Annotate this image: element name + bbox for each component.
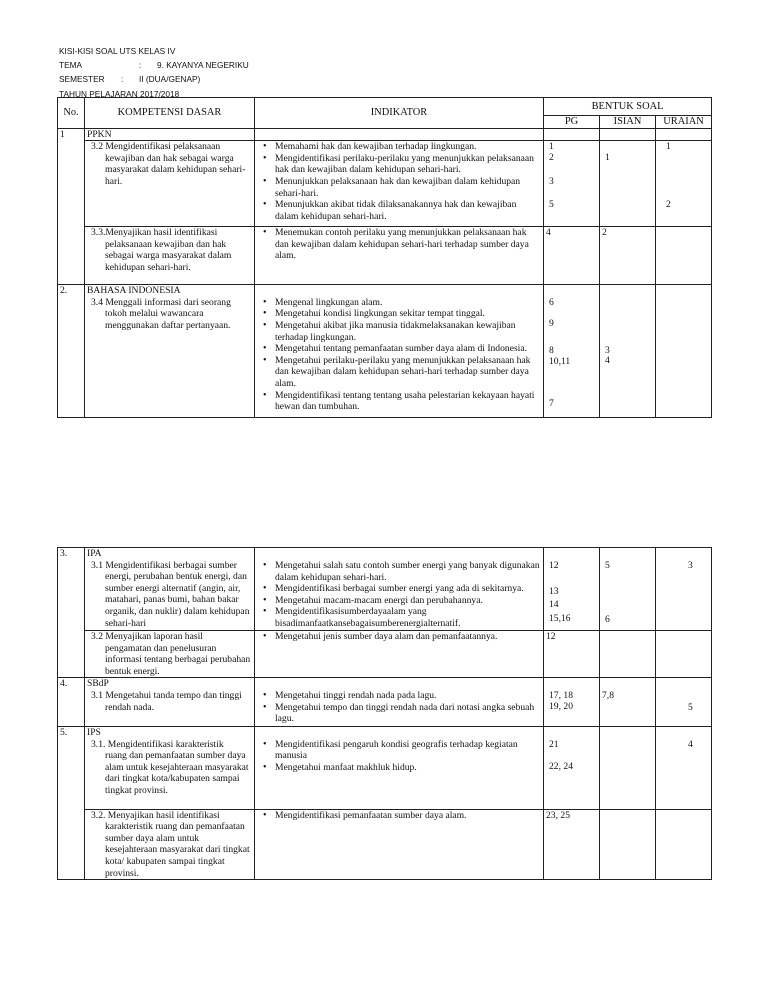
kd-text: [87, 141, 252, 187]
kd-cell: [85, 297, 255, 418]
table-row: [58, 739, 712, 810]
kd-text: [87, 739, 252, 797]
pg-value: 6: [549, 296, 554, 308]
isian-cell: [600, 739, 656, 810]
isian-value: 6: [605, 614, 610, 625]
indikator-list: [257, 560, 541, 630]
table-row: [58, 297, 712, 418]
table-row: [58, 727, 712, 739]
uraian-cell: [656, 739, 712, 810]
kd-line: 3.1. Mengidentifikasi karakteristik: [91, 738, 224, 750]
kd-text: [87, 690, 252, 713]
list-item: • Mengidentifikasi pemanfaatan sumber daya alam.: [275, 810, 541, 822]
uraian-cell: [656, 631, 712, 678]
pg-value: 13: [549, 586, 559, 597]
kd-cell: [85, 809, 255, 880]
list-item: • Mengetahui jenis sumber daya alam dan pemanfaatannya.: [275, 631, 541, 643]
indikator-cell: [255, 631, 544, 678]
pg-value: 10,11: [549, 355, 571, 367]
tema-label: TEMA: [59, 60, 83, 71]
doc-title: [59, 44, 249, 58]
list-item: • Mengidentifikasi perilaku-perilaku yang menunjukkan pelaksanaan hak dan kewajiban dalam kehidupan sehari-hari.: [275, 153, 541, 176]
list-item: • Mengidentifikasi berbagai sumber energi yang ada di sekitarnya.: [275, 583, 541, 595]
isian-cell: [600, 141, 656, 227]
pg-cell: 23, 25: [544, 809, 600, 880]
row-no: 2.: [58, 285, 85, 297]
kd-line: 3.2 Mengidentifikasi pelaksanaan: [91, 141, 221, 153]
pg-value: 5: [549, 199, 554, 211]
col-indikator: INDIKATOR: [255, 98, 544, 129]
isian-value: 3: [605, 344, 610, 356]
kisi-table-part1: [57, 97, 712, 418]
kd-line: 3.2. Menyajikan hasil identifikasi: [91, 809, 220, 821]
pg-value: 19, 20: [549, 701, 573, 713]
list-item: • Menemukan contoh perilaku yang menunjukkan pelaksanaan hak dan kewajiban dalam kehidupan sehari-hari terhadap sumber daya alam.: [275, 227, 541, 262]
list-item: • Mengetahui tentang pemanfaatan sumber daya alam di Indonesia.: [275, 343, 541, 355]
doc-title-text: KISI-KISI SOAL UTS KELAS IV: [59, 46, 176, 56]
uraian-value: 3: [688, 560, 693, 571]
kd-line: pelaksanaan kewajiban dan hak sebagai warga masyarakat dalam kehidupan sehari-hari.: [105, 238, 232, 273]
indikator-list: [257, 141, 541, 222]
kd-cell: [85, 560, 255, 631]
pg-value: 2: [549, 152, 554, 164]
kd-line: 3.4 Menggali informasi dari seorang: [91, 296, 231, 308]
isian-cell: [600, 548, 656, 631]
indikator-cell: [255, 690, 544, 727]
indikator-cell: [255, 809, 544, 880]
col-no: No.: [58, 98, 85, 129]
uraian-value: 5: [688, 702, 693, 714]
uraian-cell: [656, 141, 712, 227]
kd-line: karakteristik ruang dan pemanfaatan sumber daya alam untuk kesejahteraan masyarakat dari tingkat kota/ kabupaten sampai tingkat provinsi.: [105, 821, 250, 879]
list-item: • Mengidentifikasi pengaruh kondisi geografis terhadap kegiatan manusia: [275, 739, 541, 762]
table-row: [58, 548, 712, 560]
pg-cell: [544, 297, 600, 418]
kisi-table-part2: [57, 547, 712, 880]
kd-line: rendah nada.: [105, 701, 155, 713]
kd-line: 3.1 Mengidentifikasi berbagai sumber: [91, 559, 238, 571]
kd-line: 3.3.Menyajikan hasil identifikasi: [91, 227, 218, 239]
isian-cell: 2: [600, 227, 656, 285]
list-item: • Mengetahui macam-macam energi dan perubahannya.: [275, 595, 541, 607]
kd-cell: [85, 141, 255, 227]
kd-cell: [85, 227, 255, 285]
list-item: • Mengetahui tempo dan tinggi rendah nada dari notasi angka sebuah lagu.: [275, 702, 541, 725]
indikator-cell: [255, 227, 544, 285]
kd-line: pengamatan dan penelusuran informasi tentang berbagai perubahan bentuk energi.: [105, 642, 251, 677]
semester-value: II (DUA/GENAP): [139, 74, 201, 85]
col-isian: ISIAN: [600, 116, 656, 129]
col-pg: PG: [544, 116, 600, 129]
kd-cell: [85, 690, 255, 727]
semester-sep: :: [121, 74, 124, 85]
indikator-cell: [255, 141, 544, 227]
kd-line: ruang dan pemanfaatan sumber daya alam untuk kesejahteraan masyarakat dari tingkat kota/kabupaten sampai tingkat provinsi.: [105, 750, 249, 797]
pg-value: 9: [549, 317, 554, 329]
uraian-cell: [656, 297, 712, 418]
kd-line: energi, perubahan bentuk energi, dan sumber energi alternatif (angin, air, matahari, panas bumi, bahan bakar organik, dan nuklir) dalam kehidupan sehari-hari: [105, 571, 250, 629]
row-no: 3.: [58, 548, 85, 560]
kd-line: tokoh melalui wawancara menggunakan daftar pertanyaan.: [105, 308, 231, 331]
uraian-cell: [656, 227, 712, 285]
col-kompetensi: KOMPETENSI DASAR: [85, 98, 255, 129]
pg-value: 1: [549, 141, 554, 153]
indikator-cell: [255, 548, 544, 631]
subject-name: IPA: [85, 548, 255, 560]
isian-value: 4: [605, 354, 610, 366]
kd-line: 3.1 Mengetahui tanda tempo dan tinggi: [91, 690, 242, 702]
pg-value: 3: [549, 176, 554, 188]
subject-name: IPS: [85, 727, 255, 739]
indikator-list: [257, 739, 541, 774]
pg-value: 21: [549, 738, 559, 750]
semester-row: [59, 72, 249, 86]
pg-value: 22, 24: [549, 760, 573, 772]
table-row: [58, 631, 712, 678]
table-row: [58, 809, 712, 880]
tema-row: [59, 58, 249, 72]
tahun-text: TAHUN PELAJARAN 2017/2018: [59, 88, 180, 99]
pg-cell: 4: [544, 227, 600, 285]
isian-cell: [600, 631, 656, 678]
list-item: • Menunjukkan pelaksanaan hak dan kewajiban dalam kehidupan sehari-hari.: [275, 176, 541, 199]
uraian-value: 4: [688, 738, 693, 750]
pg-value: 12: [549, 560, 559, 571]
uraian-value: 1: [666, 141, 671, 153]
row-no: 4.: [58, 678, 85, 690]
table-row: [58, 128, 712, 141]
kd-cell: [85, 631, 255, 678]
tema-sep: :: [139, 60, 142, 71]
pg-cell: [544, 739, 600, 810]
row-no: 5.: [58, 727, 85, 739]
isian-cell: 7,8: [600, 690, 656, 727]
list-item: • Mengetahui akibat jika manusia tidakmelaksanakan kewajiban terhadap lingkungan.: [275, 320, 541, 343]
kd-line: kewajiban dan hak sebagai warga masyarakat dalam kehidupan sehari-hari.: [105, 152, 246, 187]
subject-name: BAHASA INDONESIA: [85, 285, 255, 297]
pg-cell: [544, 141, 600, 227]
table-row: [58, 285, 712, 297]
pg-value: 15,16: [549, 613, 571, 624]
row-no: 1: [58, 128, 85, 141]
indikator-list: [257, 297, 541, 413]
list-item: • Menunjukkan akibat tidak dilaksanakannya hak dan kewajiban dalam kehidupan sehari-hari.: [275, 199, 541, 222]
isian-cell: [600, 809, 656, 880]
indikator-list: [257, 690, 541, 725]
semester-label: SEMESTER: [59, 74, 105, 85]
pg-cell: [544, 548, 600, 631]
isian-value: 5: [605, 560, 610, 571]
isian-cell: [600, 297, 656, 418]
indikator-list: [257, 227, 541, 262]
list-item: • Mengidentifikasi tentang tentang usaha pelestarian kekayaan hayati hewan dan tumbuhan.: [275, 390, 541, 413]
list-item: • Mengetahui salah satu contoh sumber energi yang banyak digunakan dalam kehidupan sehari-hari.: [275, 560, 541, 583]
kd-line: 3.2 Menyajikan laporan hasil: [91, 631, 203, 643]
table-header-row: [58, 98, 712, 116]
kd-text: [87, 631, 252, 677]
pg-value: 14: [549, 599, 559, 610]
subject-name: SBdP: [85, 678, 255, 690]
subject-name: PPKN: [85, 128, 255, 141]
uraian-value: 2: [666, 199, 671, 211]
table-row: [58, 141, 712, 227]
pg-cell: 12: [544, 631, 600, 678]
indikator-cell: [255, 739, 544, 810]
list-item: • Mengetahui kondisi lingkungan sekitar tempat tinggal.: [275, 308, 541, 320]
uraian-cell: [656, 548, 712, 631]
table-row: [58, 227, 712, 285]
kd-text: [87, 560, 252, 630]
kd-cell: [85, 739, 255, 810]
tema-value: 9. KAYANYA NEGERIKU: [157, 60, 249, 71]
indikator-list: [257, 631, 541, 643]
kd-text: [87, 227, 252, 273]
pg-value: 8: [549, 344, 554, 356]
indikator-cell: [255, 297, 544, 418]
col-bentuk-soal: BENTUK SOAL: [544, 98, 712, 116]
kd-text: [87, 297, 252, 332]
indikator-list: [257, 810, 541, 822]
pg-value: 17, 18: [549, 690, 573, 702]
uraian-cell: [656, 809, 712, 880]
table-row: [58, 690, 712, 727]
list-item: • Mengetahui perilaku-perilaku yang menunjukkan pelaksanaan hak dan kewajiban dalam kehidupan sehari-hari terhadap sumber daya alam.: [275, 355, 541, 390]
pg-cell: [544, 690, 600, 727]
kd-text: [87, 810, 252, 880]
col-uraian: URAIAN: [656, 116, 712, 129]
list-item: • Mengetahui tinggi rendah nada pada lagu.: [275, 690, 541, 702]
list-item: • Memahami hak dan kewajiban terhadap lingkungan.: [275, 141, 541, 153]
list-item: • Mengidentifikasisumberdayaalam yang bisadimanfaatkansebagaisumberenergialternatif.: [275, 606, 541, 629]
isian-value: 1: [605, 152, 610, 164]
uraian-cell: [656, 690, 712, 727]
list-item: • Mengetahui manfaat makhluk hidup.: [275, 762, 541, 774]
document-header: [59, 44, 249, 101]
table-row: [58, 678, 712, 690]
pg-value: 7: [549, 397, 554, 409]
list-item: • Mengenal lingkungan alam.: [275, 297, 541, 309]
